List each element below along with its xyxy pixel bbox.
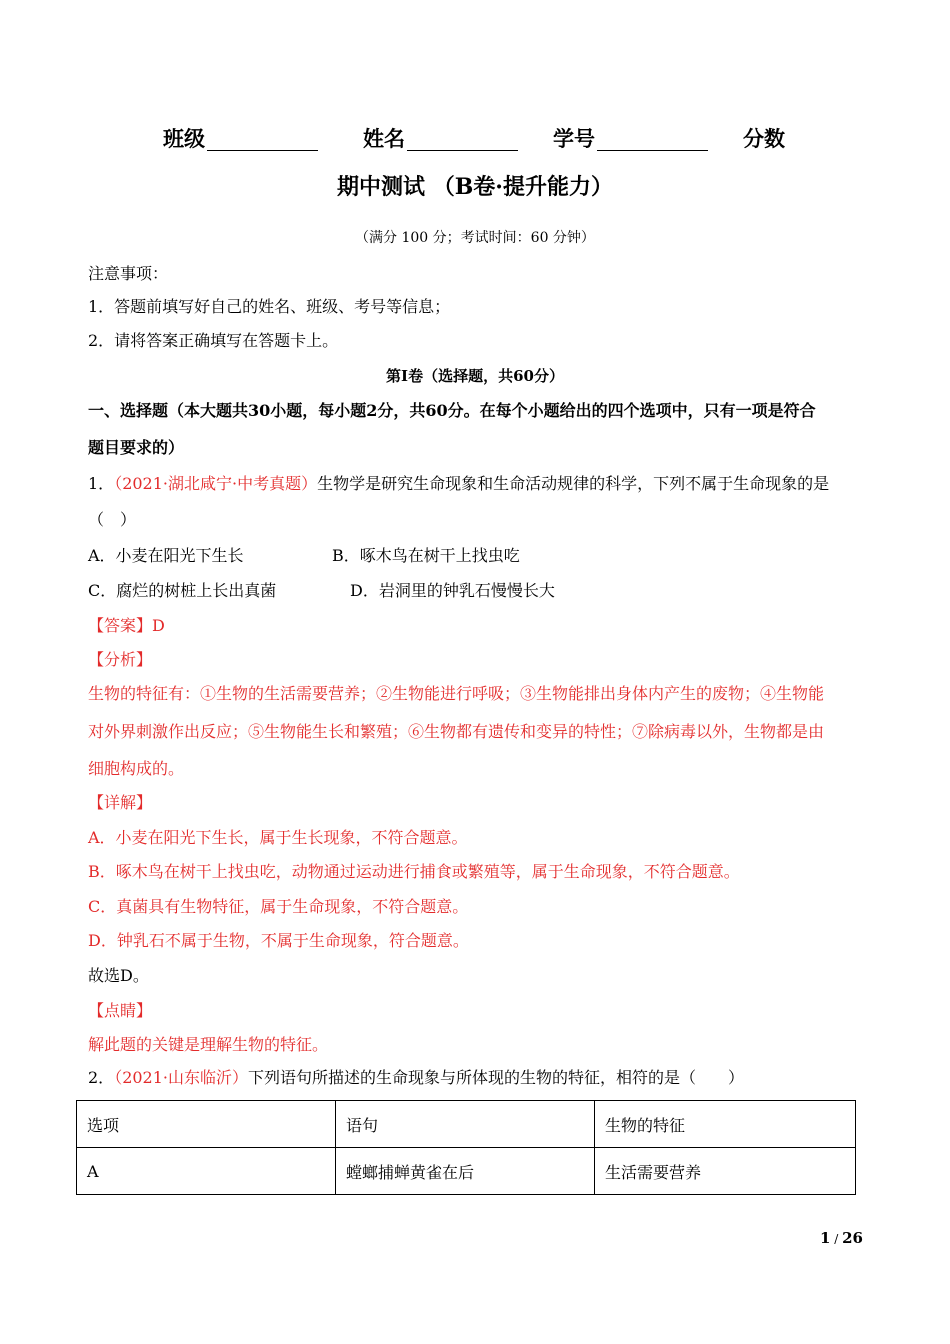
page-number — [820, 1228, 863, 1249]
score-label: 分数 — [743, 126, 785, 151]
page-separator: / — [830, 1232, 843, 1246]
exam-subtitle: （满分 100 分；考试时间：60 分钟） — [355, 230, 595, 246]
table-row — [77, 1148, 856, 1195]
question-1-comment: 解此题的关键是理解生物的特征。 — [88, 1035, 329, 1054]
question-1-comment-label: 【点睛】 — [88, 1001, 153, 1020]
student-id-label: 学号 — [553, 126, 595, 151]
part-heading-line1: 一、选择题（本大题共30小题，每小题2分，共60分。在每个小题给出的四个选项中，只有一项是符合 — [88, 401, 816, 420]
question-1-detail-line-1: A．小麦在阳光下生长，属于生长现象，不符合题意。 — [88, 828, 468, 847]
class-blank[interactable] — [207, 150, 318, 151]
question-1-number: 1． — [88, 474, 115, 493]
part-heading-line2: 题目要求的） — [88, 438, 185, 457]
question-1-blank: （ ） — [88, 510, 137, 529]
question-1-source: （2021·湖北咸宁·中考真题） — [114, 474, 318, 493]
question-1-analysis-line-2: 对外界刺激作出反应；⑤生物能生长和繁殖；⑥生物都有遗传和变异的特性；⑦除病毒以外，生物都是由 — [88, 722, 825, 741]
note-item-1: 1．答题前填写好自己的姓名、班级、考号等信息； — [88, 297, 451, 316]
student-info-header — [0, 124, 950, 154]
question-1-analysis-label: 【分析】 — [88, 650, 153, 669]
question-1-option-c: C．腐烂的树桩上长出真菌 — [88, 581, 277, 600]
question-2-source: （2021·山东临沂） — [114, 1068, 248, 1087]
table-cell: 生活需要营养 — [595, 1148, 856, 1195]
note-item-2: 2．请将答案正确填写在答题卡上。 — [88, 331, 339, 350]
name-blank[interactable] — [407, 150, 518, 151]
notes-heading: 注意事项： — [88, 264, 169, 283]
question-1-option-a: A．小麦在阳光下生长 — [88, 546, 244, 565]
page-title: 期中测试 （B卷·提升能力） — [337, 174, 613, 200]
question-1-detail-label: 【详解】 — [88, 793, 153, 812]
section-title: 第Ⅰ卷（选择题，共60分） — [386, 367, 564, 385]
question-2-number: 2． — [88, 1068, 115, 1087]
question-1-option-d: D．岩洞里的钟乳石慢慢长大 — [350, 581, 555, 600]
question-1-text: 生物学是研究生命现象和生命活动规律的科学，下列不属于生命现象的是 — [317, 474, 830, 493]
question-1-option-b: B．啄木鸟在树干上找虫吃 — [332, 546, 520, 565]
class-label: 班级 — [163, 126, 205, 151]
question-1-analysis-line-1: 生物的特征有：①生物的生活需要营养；②生物能进行呼吸；③生物能排出身体内产生的废物；④生物能 — [88, 684, 825, 703]
question-1-detail-line-4: D．钟乳石不属于生物，不属于生命现象，符合题意。 — [88, 931, 469, 950]
name-label: 姓名 — [363, 126, 405, 151]
table-header-cell: 生物的特征 — [595, 1101, 856, 1148]
question-2-text: 下列语句所描述的生命现象与所体现的生物的特征，相符的是（ ） — [248, 1068, 745, 1087]
table-cell: 螳螂捕蝉黄雀在后 — [336, 1148, 595, 1195]
table-header-cell: 语句 — [336, 1101, 595, 1148]
question-1-stem — [88, 474, 829, 494]
question-2-table — [76, 1100, 856, 1195]
question-1-answer: 【答案】D — [88, 616, 165, 635]
question-1-analysis-line-3: 细胞构成的。 — [88, 759, 185, 778]
student-id-blank[interactable] — [597, 150, 708, 151]
table-header-cell: 选项 — [77, 1101, 336, 1148]
page-current: 1 — [820, 1229, 831, 1247]
question-1-conclusion: 故选D。 — [88, 966, 149, 985]
question-2-stem — [88, 1068, 744, 1088]
question-1-detail-line-3: C．真菌具有生物特征，属于生命现象，不符合题意。 — [88, 897, 469, 916]
question-1-detail-line-2: B．啄木鸟在树干上找虫吃，动物通过运动进行捕食或繁殖等，属于生命现象，不符合题意。 — [88, 862, 740, 881]
table-cell: A — [77, 1148, 336, 1195]
table-header-row — [77, 1101, 856, 1148]
page-total: 26 — [842, 1229, 863, 1247]
